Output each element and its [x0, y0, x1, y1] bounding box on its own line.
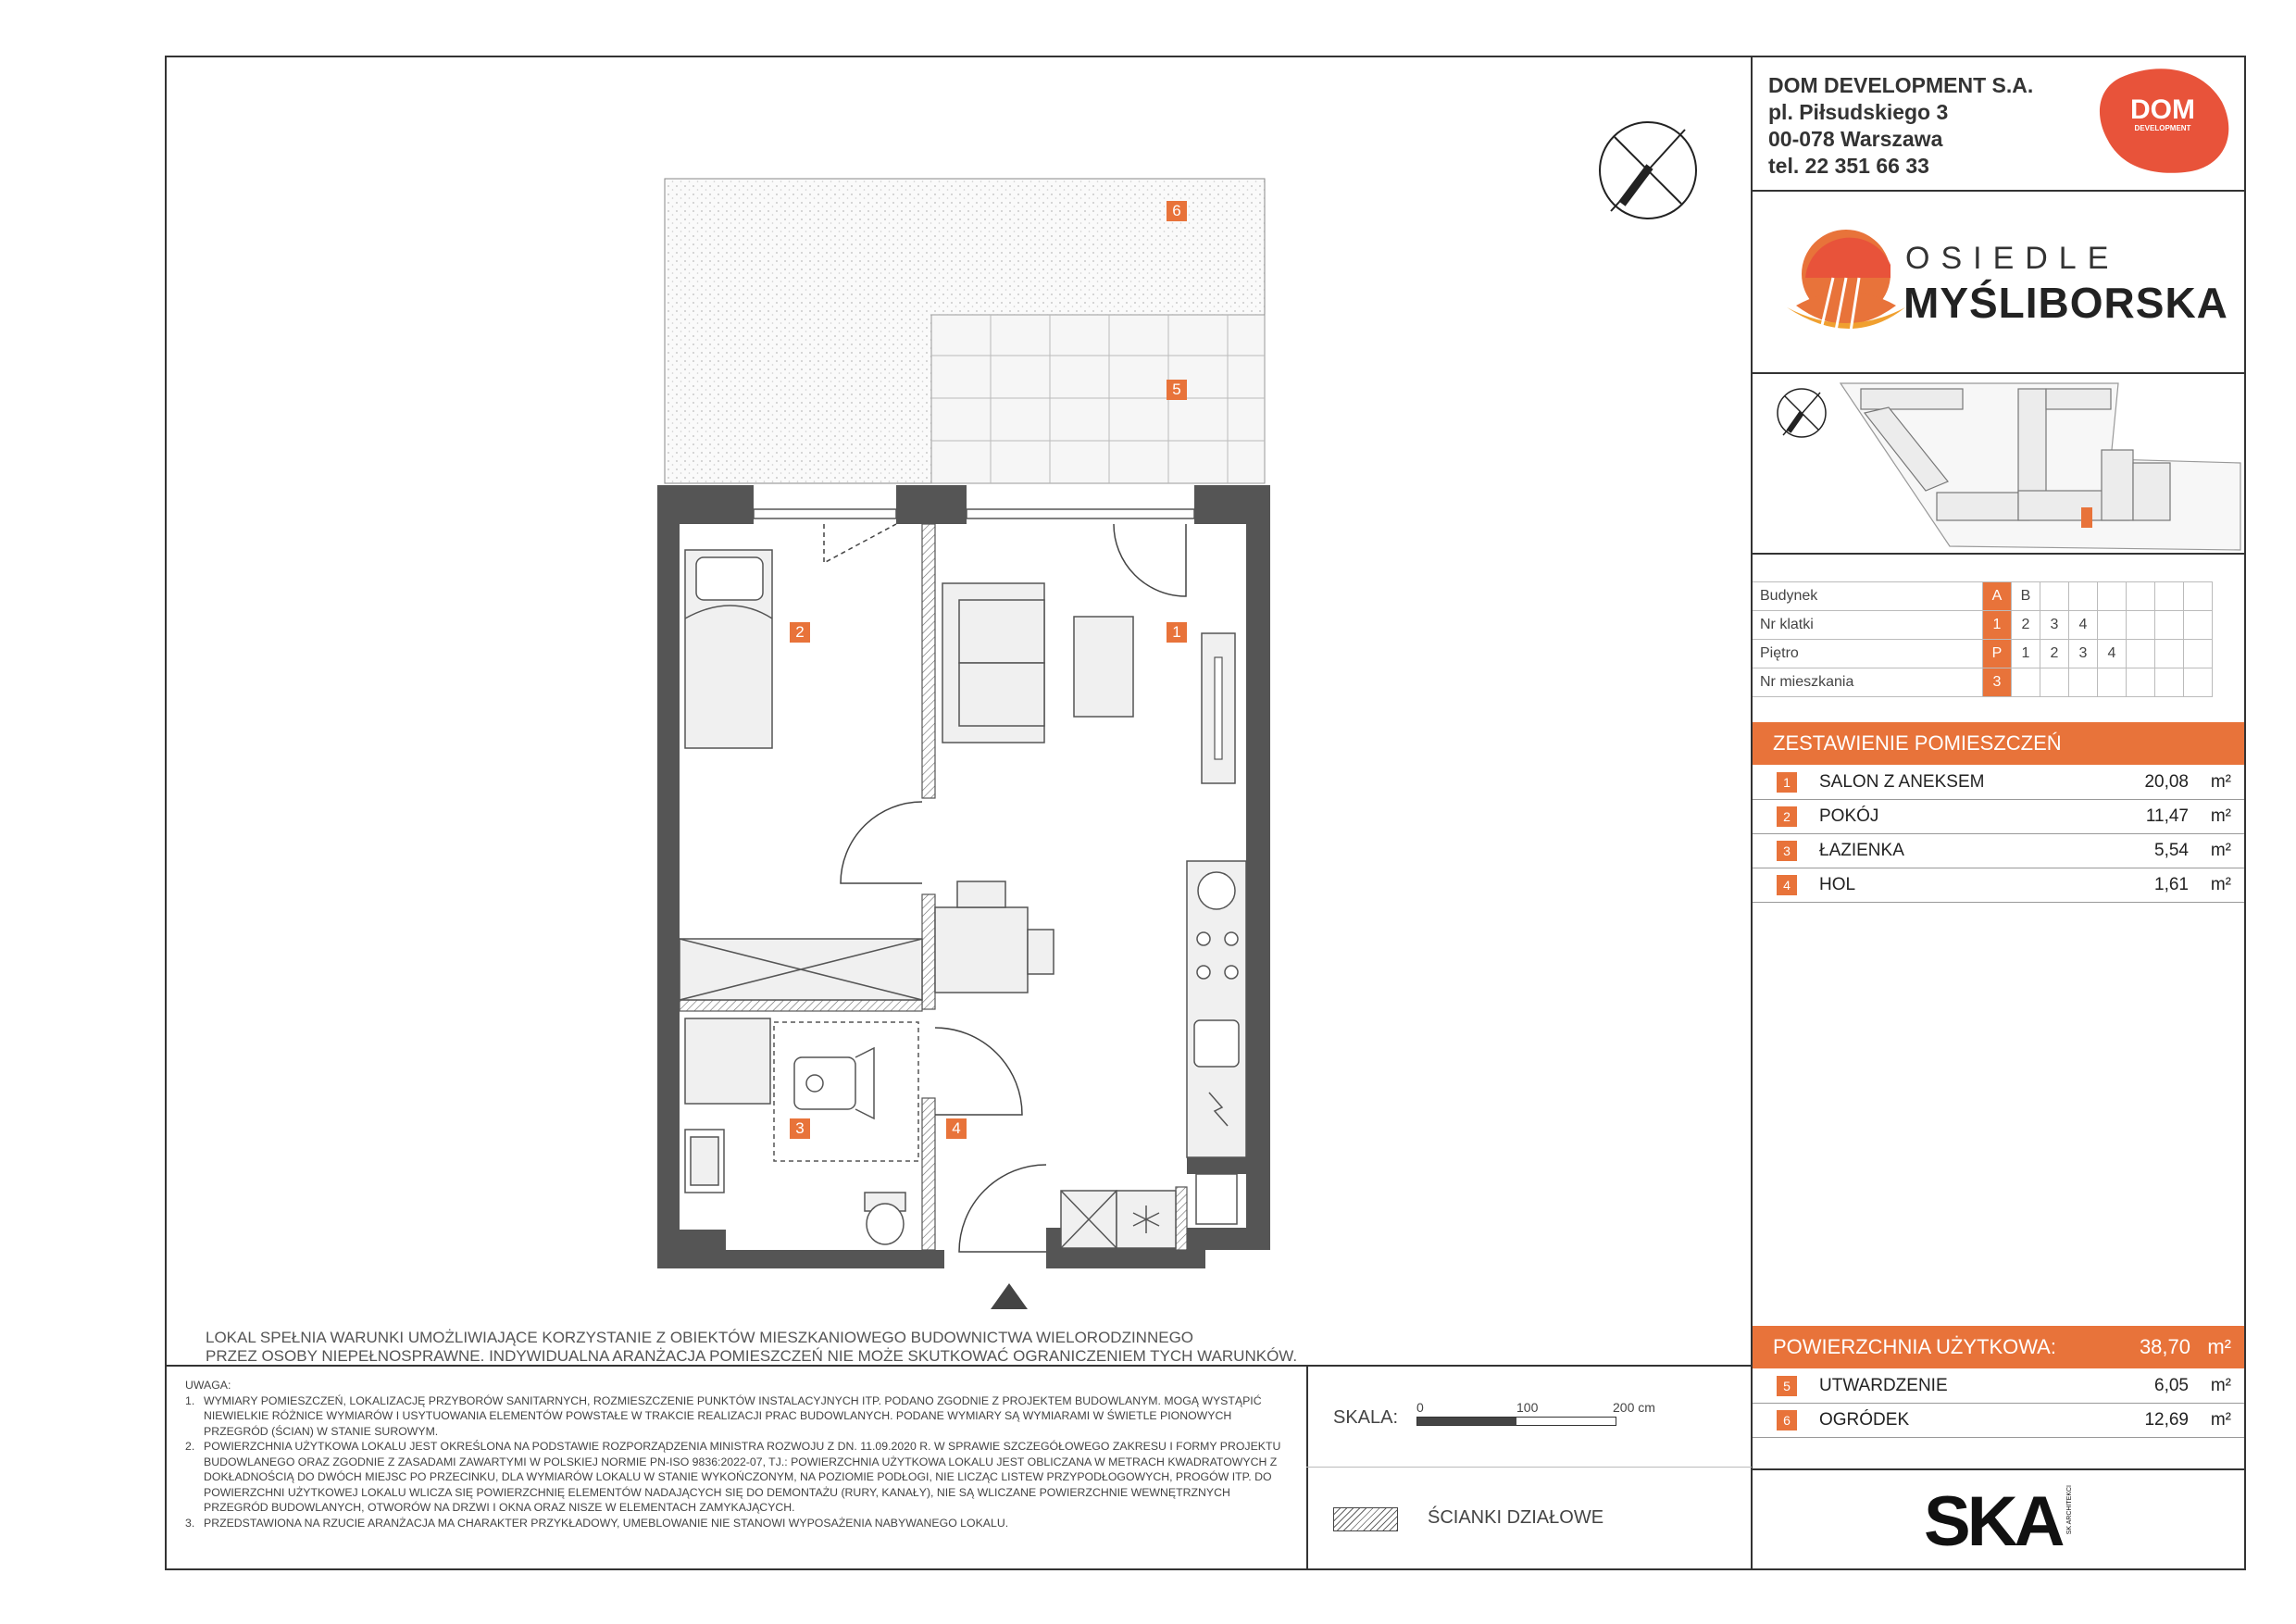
key-plan: [1778, 383, 2240, 550]
locator-cell: [2184, 640, 2213, 668]
locator-cell: 3: [2069, 640, 2098, 668]
plan-label-6: 6: [1167, 201, 1187, 221]
locator-cell: A: [1983, 582, 2012, 611]
locator-row-label: Nr mieszkania: [1753, 668, 1983, 697]
locator-cell: [2155, 668, 2184, 697]
wheelchair-icon: [794, 1048, 874, 1118]
locator-cell: [2127, 668, 2155, 697]
note-item: [185, 1393, 1292, 1440]
extras-unit: m²: [2210, 1410, 2231, 1430]
partition-legend-label: ŚCIANKI DZIAŁOWE: [1428, 1507, 1604, 1528]
partition-legend-swatch: [1333, 1507, 1398, 1531]
locator-row-label: Nr klatki: [1753, 611, 1983, 640]
company-address-1: pl. Piłsudskiego 3: [1768, 100, 1949, 124]
rooms-unit: m²: [2210, 806, 2231, 826]
architect-logo-small: SK ARCHITEKCI: [2066, 1485, 2073, 1535]
locator-cell: [2127, 640, 2155, 668]
accessibility-notice: LOKAL SPEŁNIA WARUNKI UMOŻLIWIAJĄCE KORZYSTANIE Z OBIEKTÓW MIESZKANIOWEGO BUDOWNICTWA WIELORODZINNEGO PRZEZ OSOBY NIEPEŁNOSPRAWNE. INDYWIDUALNA ARANŻACJA POMIESZCZEŃ NIE MOŻE SKUTKOWAĆ OGRANICZENIEM TYCH WARUNKÓW.: [206, 1329, 1298, 1365]
company-phone: tel. 22 351 66 33: [1768, 154, 1929, 178]
scale-bar: [1416, 1417, 1616, 1426]
rooms-header: ZESTAWIENIE POMIESZCZEŃ: [1753, 722, 2244, 765]
locator-cell: [2012, 668, 2040, 697]
locator-table: [1753, 581, 2213, 697]
wardrobe: [680, 939, 922, 1000]
rooms-unit: m²: [2210, 841, 2231, 860]
project-line-1: OSIEDLE: [1905, 241, 2120, 276]
scale-tick-0: 0: [1416, 1400, 1424, 1415]
locator-cell: [2155, 611, 2184, 640]
company-address-2: 00-078 Warszawa: [1768, 127, 1943, 151]
locator-cell: [2069, 582, 2098, 611]
osiedle-logo: [1787, 230, 1905, 337]
note-item: [185, 1439, 1292, 1516]
dom-logo: DOM DEVELOPMENT: [2130, 94, 2195, 132]
extras-unit: m²: [2210, 1376, 2231, 1395]
locator-cell: [2184, 582, 2213, 611]
locator-cell: 2: [2040, 640, 2069, 668]
notes-block: [185, 1378, 1292, 1530]
locator-cell: [2040, 582, 2069, 611]
locator-row: [1753, 611, 2213, 640]
locator-cell: [2098, 582, 2127, 611]
extras-name: OGRÓDEK: [1819, 1410, 1910, 1430]
sofa: [942, 583, 1044, 743]
plan-label-3: 3: [790, 1118, 810, 1139]
extras-area: 6,05: [2154, 1376, 2189, 1395]
note-text: POWIERZCHNIA UŻYTKOWA LOKALU JEST OKREŚLONA NA PODSTAWIE ROZPORZĄDZENIA MINISTRA ROZWOJU Z DN. 11.09.2020 R. W SPRAWIE SZCZEGÓŁOWEGO ZAKRESU I FORMY PROJEKTU BUDOWLANEGO ORAZ ZGODNIE Z ZASADAMI ZAWARTYMI W POLSKIEJ NORMIE PN-ISO 9836:2022-07, TJ.: POWIERZCHNIA UŻYTKOWA LOKALU JEST OBLICZANA W METRACH KWADRATOWYCH Z DOKŁADNOŚCIĄ DO DWÓCH MIEJSC PO PRZECINKU, DLA WYMIARÓW LOKALU W STANIE WYKOŃCZONYM, NA POZIOMIE PODŁOGI, NIE LICZĄC LISTEW PRZYPODŁOGOWYCH, PROGÓW ITP. DO POWIERZCHNI UŻYTKOWEJ LOKALU WLICZA SIĘ POWIERZCHNIĘ ELEMENTÓW NADAJĄCYCH SIĘ DO DEMONTAŻU (RURY, KANAŁY), NIE SĄ WLICZANE POWIERZCHNIE WEWNĘTRZNYCH PRZEGRÓD BUDOWLANYCH, OTWORÓW NA DRZWI I OKNA ORAZ NISZE W ELEMENTACH ZAMYKAJĄCYCH.: [204, 1440, 1281, 1514]
scale-label: SKALA:: [1333, 1407, 1399, 1428]
rooms-area: 1,61: [2154, 875, 2189, 894]
locator-row: [1753, 668, 2213, 697]
rooms-row: [1753, 765, 2244, 800]
rooms-num: 4: [1777, 875, 1797, 895]
terrace-area: [931, 315, 1265, 483]
note-number: 1.: [185, 1393, 195, 1407]
locator-cell: [2127, 611, 2155, 640]
rooms-row: [1753, 799, 2244, 834]
locator-cell: 4: [2098, 640, 2127, 668]
locator-cell: 1: [2012, 640, 2040, 668]
scale-tick-200: 200 cm: [1613, 1400, 1655, 1415]
windows: [754, 509, 1194, 518]
notes-title: UWAGA:: [185, 1379, 231, 1392]
rooms-area: 20,08: [2144, 772, 2189, 792]
locator-cell: 3: [2040, 611, 2069, 640]
extras-area: 12,69: [2144, 1410, 2189, 1430]
rooms-unit: m²: [2210, 772, 2231, 792]
note-text: PRZEDSTAWIONA NA RZUCIE ARANŻACJA MA CHARAKTER PRZYKŁADOWY, UMEBLOWANIE NIE STANOWI WYPOSAŻENIA NABYWANEGO LOKALU.: [204, 1516, 1009, 1530]
rooms-name: POKÓJ: [1819, 806, 1879, 826]
locator-cell: 3: [1983, 668, 2012, 697]
extras-row: [1753, 1368, 2244, 1404]
extras-row: [1753, 1403, 2244, 1438]
rooms-unit: m²: [2210, 875, 2231, 894]
note-number: 2.: [185, 1440, 195, 1453]
note-text: WYMIARY POMIESZCZEŃ, LOKALIZACJĘ PRZYBORÓW SANITARNYCH, ROZMIESZCZENIE PUNKTÓW INSTALACYJNYCH ITP. PODANO ZGODNIE Z PROJEKTEM BUDOWLANYM. MOGĄ WYSTĄPIĆ NIEWIELKIE RÓŻNICE WYMIARÓW I USYTUOWANIA ELEMENTÓW POWSTAŁE W TRAKCIE REALIZACJI PRAC BUDOWLANYCH. PODANE WYMIARY SĄ WYMIARAMI W ŚWIETLE PIONOWYCH PRZEGRÓD (ŚCIAN) W STANIE SUROWYM.: [204, 1393, 1262, 1438]
usable-area-label: POWIERZCHNIA UŻYTKOWA:: [1773, 1335, 2056, 1358]
dining-table: [935, 881, 1054, 993]
rooms-num: 2: [1777, 806, 1797, 827]
compass-icon: [1600, 122, 1696, 219]
locator-cell: B: [2012, 582, 2040, 611]
rooms-name: HOL: [1819, 875, 1856, 894]
extras-num: 6: [1777, 1410, 1797, 1430]
rooms-area: 11,47: [2145, 806, 2189, 826]
locator-cell: [2098, 611, 2127, 640]
locator-cell: [2098, 668, 2127, 697]
locator-row: [1753, 640, 2213, 668]
locator-row: [1753, 582, 2213, 611]
rooms-name: SALON Z ANEKSEM: [1819, 772, 1985, 792]
architect-logo: SKA: [1924, 1482, 2062, 1561]
note-number: 3.: [185, 1516, 195, 1530]
locator-cell: [2155, 582, 2184, 611]
locator-row-label: Budynek: [1753, 582, 1983, 611]
entrance-arrow-icon: [991, 1283, 1028, 1309]
rooms-row: [1753, 833, 2244, 868]
locator-row-label: Piętro: [1753, 640, 1983, 668]
rooms-num: 1: [1777, 772, 1797, 793]
company-info: [1768, 72, 2033, 180]
project-line-2: MYŚLIBORSKA: [1903, 279, 2228, 327]
plan-label-4: 4: [946, 1118, 967, 1139]
usable-area-unit: m²: [2207, 1335, 2231, 1358]
extras-num: 5: [1777, 1376, 1797, 1396]
coffee-table: [1074, 617, 1133, 717]
locator-cell: [2069, 668, 2098, 697]
usable-area-band: [1753, 1326, 2244, 1368]
usable-area-value: 38,70: [2139, 1335, 2190, 1358]
locator-cell: 2: [2012, 611, 2040, 640]
plan-label-5: 5: [1167, 380, 1187, 400]
plan-label-2: 2: [790, 622, 810, 643]
locator-cell: [2155, 640, 2184, 668]
locator-cell: 1: [1983, 611, 2012, 640]
bed: [685, 550, 772, 748]
kitchen-units: [1187, 861, 1246, 1157]
locator-cell: [2127, 582, 2155, 611]
rooms-row: [1753, 868, 2244, 903]
company-name: DOM DEVELOPMENT S.A.: [1768, 73, 2034, 97]
rooms-name: ŁAZIENKA: [1819, 841, 1904, 860]
extras-name: UTWARDZENIE: [1819, 1376, 1948, 1395]
plan-label-1: 1: [1167, 622, 1187, 643]
scale-tick-100: 100: [1516, 1400, 1539, 1415]
locator-cell: 4: [2069, 611, 2098, 640]
rooms-num: 3: [1777, 841, 1797, 861]
locator-cell: [2184, 611, 2213, 640]
locator-cell: [2184, 668, 2213, 697]
locator-cell: P: [1983, 640, 2012, 668]
note-item: [185, 1516, 1292, 1531]
rooms-area: 5,54: [2154, 841, 2189, 860]
locator-cell: [2040, 668, 2069, 697]
